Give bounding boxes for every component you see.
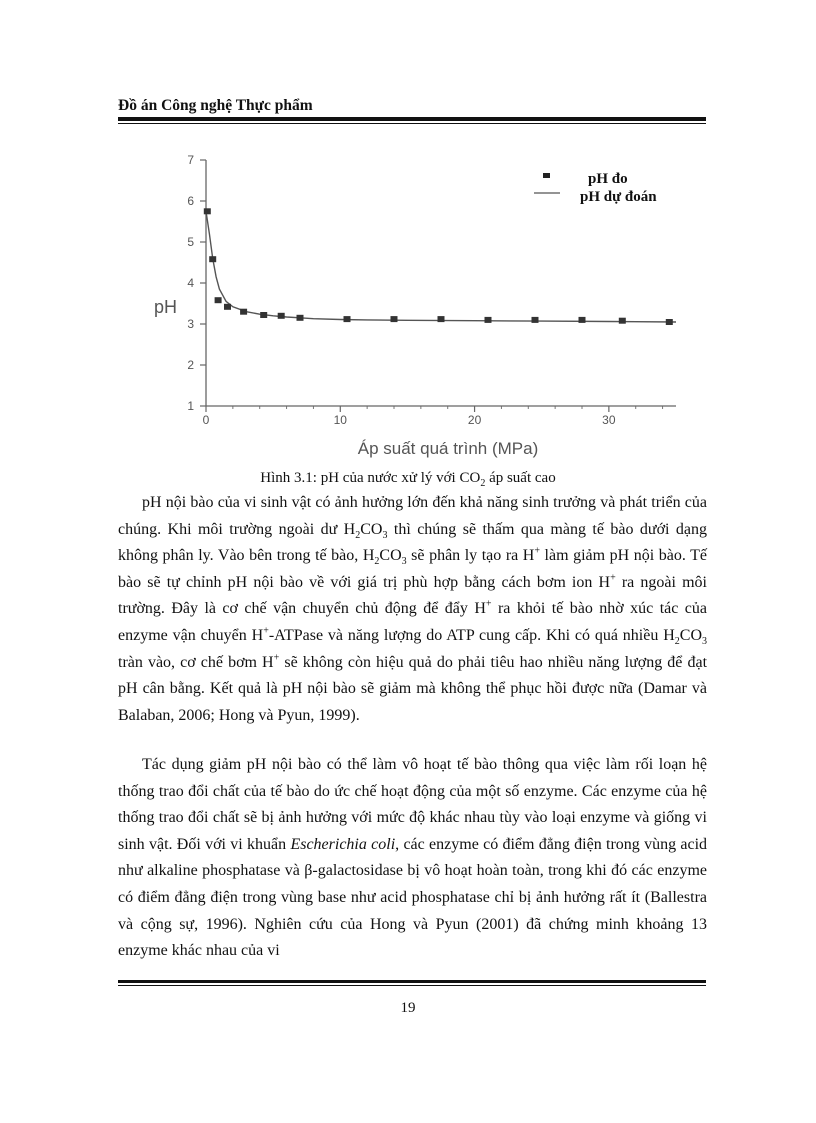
page-number: 19	[400, 1000, 416, 1016]
x-tick-label: 0	[202, 413, 210, 427]
measured-ph-point	[260, 312, 267, 318]
measured-ph-point	[224, 304, 231, 310]
species-name: Escherichia coli	[290, 835, 396, 853]
y-tick-label: 2	[187, 358, 194, 372]
measured-ph-point	[438, 316, 445, 322]
y-axis-label: pH	[154, 297, 178, 317]
caption-text: Hình 3.1: pH của nước xử lý với CO	[260, 470, 481, 486]
y-tick-label: 7	[187, 153, 194, 167]
footer-rule-thin	[118, 985, 706, 986]
measured-ph-point	[619, 318, 626, 324]
measured-ph-point	[209, 256, 216, 262]
y-tick-label: 4	[187, 276, 194, 290]
figure-caption	[0, 470, 816, 489]
paragraph-1: pH nội bào của vi sinh vật có ảnh hưởng lớn đến khả năng sinh trưởng và phát triển của chúng. Khi môi trường ngoài dư $H_2CO_3$ thì chúng sẽ thấm qua màng tế bào dưới dạng không phân ly. Vào bên trong tế bào, $H_2CO_3$ sẽ phân ly tạo ra H+ làm giảm pH nội bào. Tế bào sẽ tự chỉnh pH nội bào về với giá trị phù hợp bằng cách bơm ion H+ ra ngoài môi trường. Đây là cơ chế vận chuyển chủ động để đẩy H+ ra khỏi tế bào nhờ xúc tác của enzyme vận chuyển H+-ATPase và năng lượng do ATP cung cấp. Khi có quá nhiều $H_2CO_3$ tràn vào, cơ chế bơm H+ sẽ không còn hiệu quả do phải tiêu hao nhiều năng lượng để đạt pH cân bằng. Kết quả là pH nội bào sẽ giảm mà không thể phục hồi được nữa (Damar và Balaban, 2006; Hong và Pyun, 1999).	[118, 494, 708, 724]
legend	[534, 171, 657, 205]
header-rule	[118, 117, 706, 121]
measured-ph-point	[579, 317, 586, 323]
measured-ph-point	[532, 317, 539, 323]
measured-ph-point	[391, 316, 398, 322]
footer-rule	[118, 980, 706, 983]
paragraph-2: Tác dụng giảm pH nội bào có thể làm vô hoạt tế bào thông qua việc làm rối loạn hệ thống trao đổi chất của tế bào do ức chế hoạt động của một số enzyme. Các enzyme của hệ thống trao đổi chất sẽ bị ảnh hưởng với mức độ khác nhau tùy vào loại enzyme và giống vi sinh vật. Đối với vi khuẩn Escherichia coli, các enzyme có điểm đẳng điện trong vùng acid như alkaline phosphatase và β-galactosidase bị vô hoạt hoàn toàn, trong khi đó các enzyme có điểm đẳng điện trong vùng base như acid phosphatase chỉ bị ảnh hưởng rất ít (Ballestra và cộng sự, 1996). Nghiên cứu của Hong và Pyun (2001) đã chứng minh khoảng 13 enzyme khác nhau của vi	[118, 756, 708, 960]
document-header-title: Đồ án Công nghệ Thực phẩm	[118, 97, 313, 114]
measured-ph-point	[204, 208, 211, 214]
predicted-ph-line	[206, 211, 676, 322]
measured-ph-point	[278, 313, 285, 319]
y-tick-label: 6	[187, 194, 194, 208]
caption-text-end: áp suất cao	[485, 470, 556, 486]
legend-label-predicted: pH dự đoán	[580, 189, 657, 205]
y-tick-label: 3	[187, 317, 194, 331]
caption-subscript: 2	[480, 478, 486, 489]
legend-label-measured: pH đo	[588, 171, 628, 187]
measured-ph-point	[666, 319, 673, 325]
y-tick-label: 5	[187, 235, 194, 249]
x-tick-label: 10	[333, 413, 347, 427]
measured-ph-point	[485, 317, 492, 323]
y-tick-label: 1	[187, 399, 194, 413]
measured-ph-point	[215, 297, 222, 303]
x-tick-label: 30	[602, 413, 616, 427]
legend-marker-measured	[543, 173, 550, 178]
measured-ph-point	[344, 316, 351, 322]
measured-ph-point	[297, 315, 304, 321]
header-rule-thin	[118, 123, 706, 124]
ph-vs-pressure-chart	[120, 150, 710, 465]
measured-ph-point	[240, 309, 247, 315]
x-axis-label: Áp suất quá trình (MPa)	[357, 439, 539, 458]
x-tick-label: 20	[467, 413, 482, 427]
